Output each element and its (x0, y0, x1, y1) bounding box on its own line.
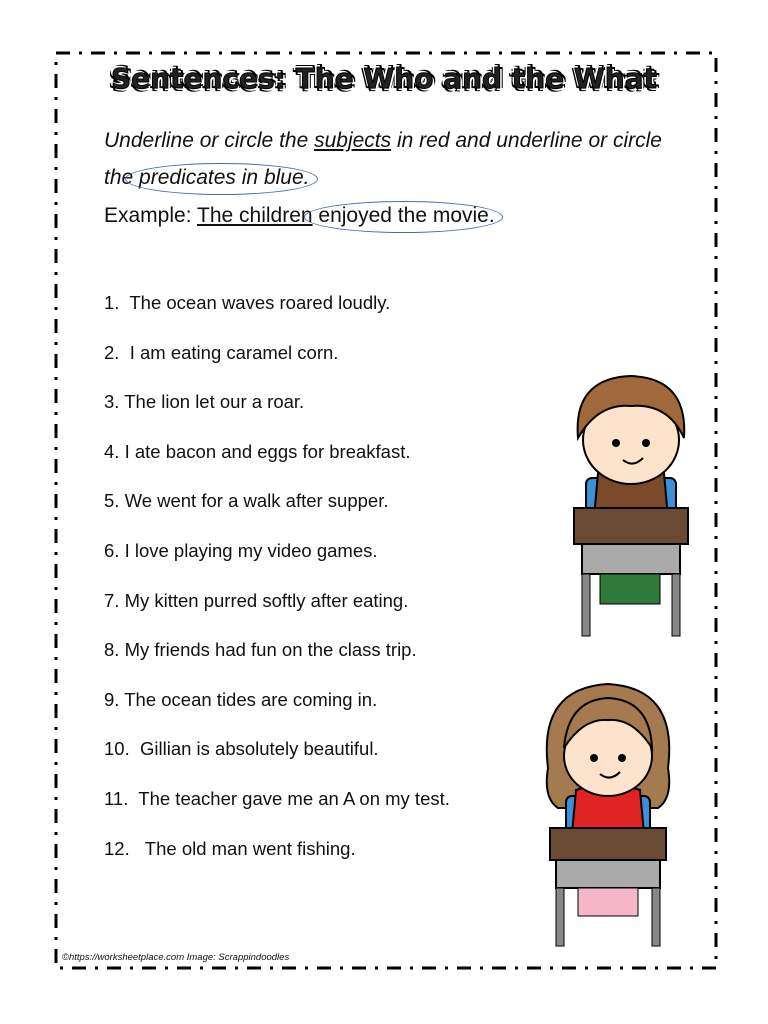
sentence: 5. We went for a walk after supper. (104, 490, 389, 512)
sentence: 2. I am eating caramel corn. (104, 341, 339, 363)
example-subject: The children (197, 204, 313, 227)
girl-at-desk-image (538, 678, 678, 948)
instructions (104, 122, 684, 196)
sentence: 6. I love playing my video games. (104, 539, 378, 561)
example (104, 204, 495, 228)
predicates-circled: predicates in blue. (139, 166, 310, 189)
sentence: 7. My kitten purred softly after eating. (104, 589, 409, 611)
instr-text: Underline or circle the (104, 129, 315, 152)
sentence: 3. The lion let our a roar. (104, 391, 305, 413)
sentence: 9. The ocean tides are coming in. (104, 688, 378, 710)
sentence-list (104, 292, 450, 887)
example-predicate: enjoyed the movie. (318, 204, 495, 227)
sentence: 8. My friends had fun on the class trip. (104, 639, 417, 661)
sentence: 12. The old man went fishing. (104, 837, 356, 859)
subjects-word: subjects (314, 129, 392, 152)
page-title: Sentences: The Who and the What (111, 62, 657, 95)
credit-text: ©https://worksheetplace.com Image: Scrappindoodles (62, 952, 290, 963)
example-label: Example: (104, 204, 197, 227)
sentence: 11. The teacher gave me an A on my test. (104, 787, 450, 809)
boy-at-desk-image (568, 368, 694, 640)
instr-text-2: in red and underline or circle the (104, 129, 662, 189)
sentence: 4. I ate bacon and eggs for breakfast. (104, 440, 411, 462)
sentence: 10. Gillian is absolutely beautiful. (104, 738, 379, 760)
sentence: 1. The ocean waves roared loudly. (104, 292, 391, 313)
